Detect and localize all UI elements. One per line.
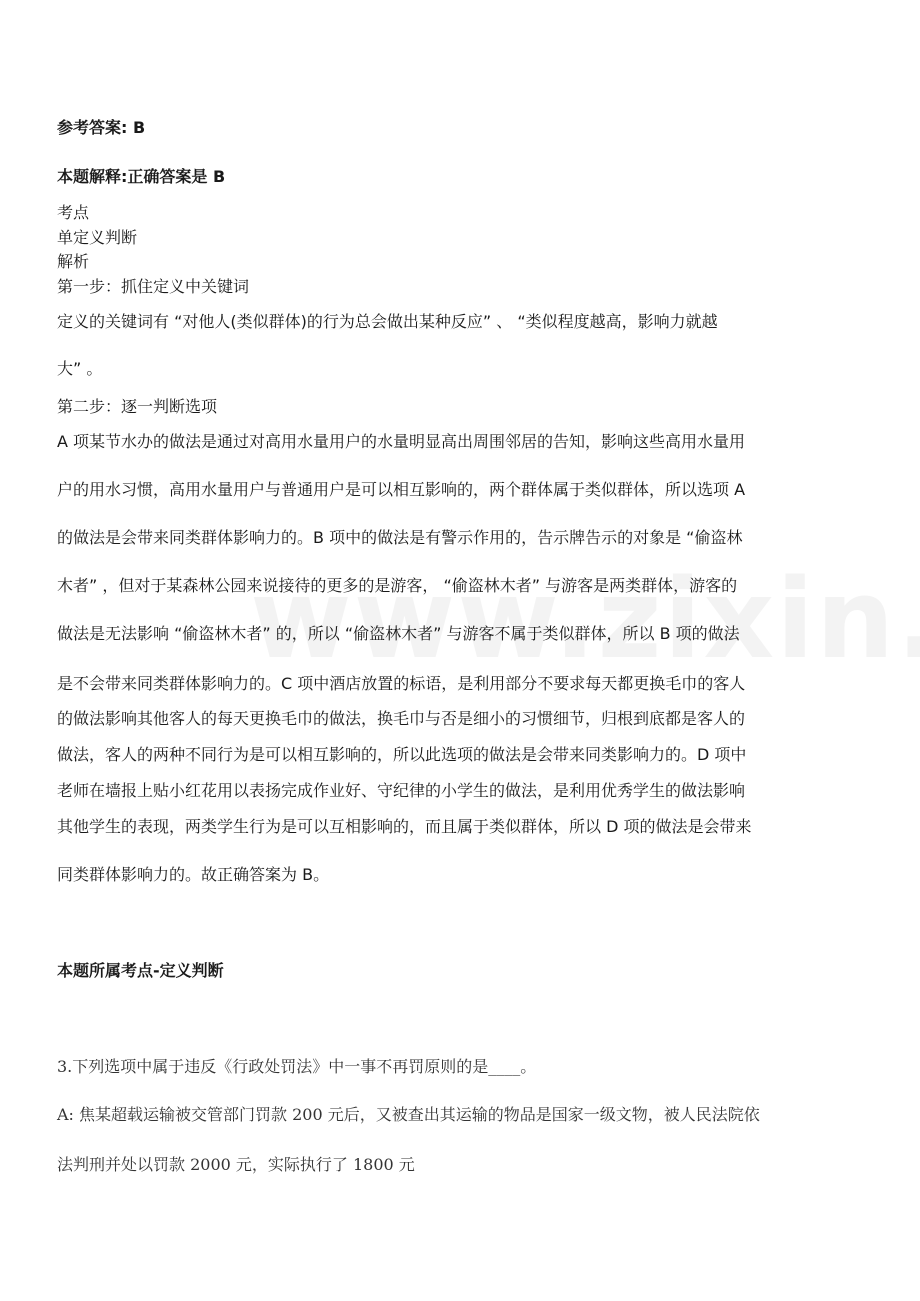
step2-line: A 项某节水办的做法是通过对高用水量用户的水量明显高出周围邻居的告知，影响这些高用水量用 [57, 432, 746, 451]
step2-line: 同类群体影响力的。故正确答案为 B。 [57, 865, 330, 884]
kaodian-value: 单定义判断 [57, 228, 138, 247]
option-a-line: A: 焦某超载运输被交管部门罚款 200 元后，又被查出其运输的物品是国家一级文物，被人民法院依 [57, 1105, 760, 1124]
kaodian-heading: 考点 [57, 203, 90, 222]
step2-line: 做法，客人的两种不同行为是可以相互影响的，所以此选项的做法是会带来同类影响力的。D 项中 [57, 745, 747, 764]
step1-heading: 第一步：抓住定义中关键词 [57, 277, 250, 296]
question-text: 3.下列选项中属于违反《行政处罚法》中一事不再罚原则的是____。 [57, 1057, 537, 1076]
step2-heading: 第二步：逐一判断选项 [57, 397, 218, 416]
step2-line: 做法是无法影响 “偷盗林木者” 的，所以 “偷盗林木者” 与游客不属于类似群体，所以 B 项的做法 [57, 624, 740, 643]
watermark [250, 555, 920, 683]
step2-line: 老师在墙报上贴小红花用以表扬完成作业好、守纪律的小学生的做法，是利用优秀学生的做法影响 [57, 781, 746, 800]
step2-line: 的做法是会带来同类群体影响力的。B 项中的做法是有警示作用的，告示牌告示的对象是 “偷盗林 [57, 528, 743, 547]
step2-line: 户的用水习惯，高用水量用户与普通用户是可以相互影响的，两个群体属于类似群体，所以选项 A [57, 480, 746, 499]
step1-line: 大” 。 [57, 359, 103, 378]
answer-label: 参考答案: B [57, 118, 146, 137]
topic-label: 本题所属考点-定义判断 [57, 961, 224, 980]
step1-line: 定义的关键词有 “对他人(类似群体)的行为总会做出某种反应” 、 “类似程度越高，影响力就越 [57, 312, 718, 331]
step2-line: 其他学生的表现，两类学生行为是可以互相影响的，而且属于类似群体，所以 D 项的做法是会带来 [57, 817, 752, 836]
step2-line: 的做法影响其他客人的每天更换毛巾的做法，换毛巾与否是细小的习惯细节，归根到底都是客人的 [57, 709, 746, 728]
analysis-heading: 解析 [57, 252, 90, 271]
step2-line: 是不会带来同类群体影响力的。C 项中酒店放置的标语，是利用部分不要求每天都更换毛巾的客人 [57, 674, 746, 693]
step2-line: 木者” ，但对于某森林公园来说接待的更多的是游客， “偷盗林木者” 与游客是两类群体，游客的 [57, 576, 738, 595]
explanation-label: 本题解释:正确答案是 B [57, 167, 226, 186]
option-a-line: 法判刑并处以罚款 2000 元，实际执行了 1800 元 [57, 1155, 415, 1174]
